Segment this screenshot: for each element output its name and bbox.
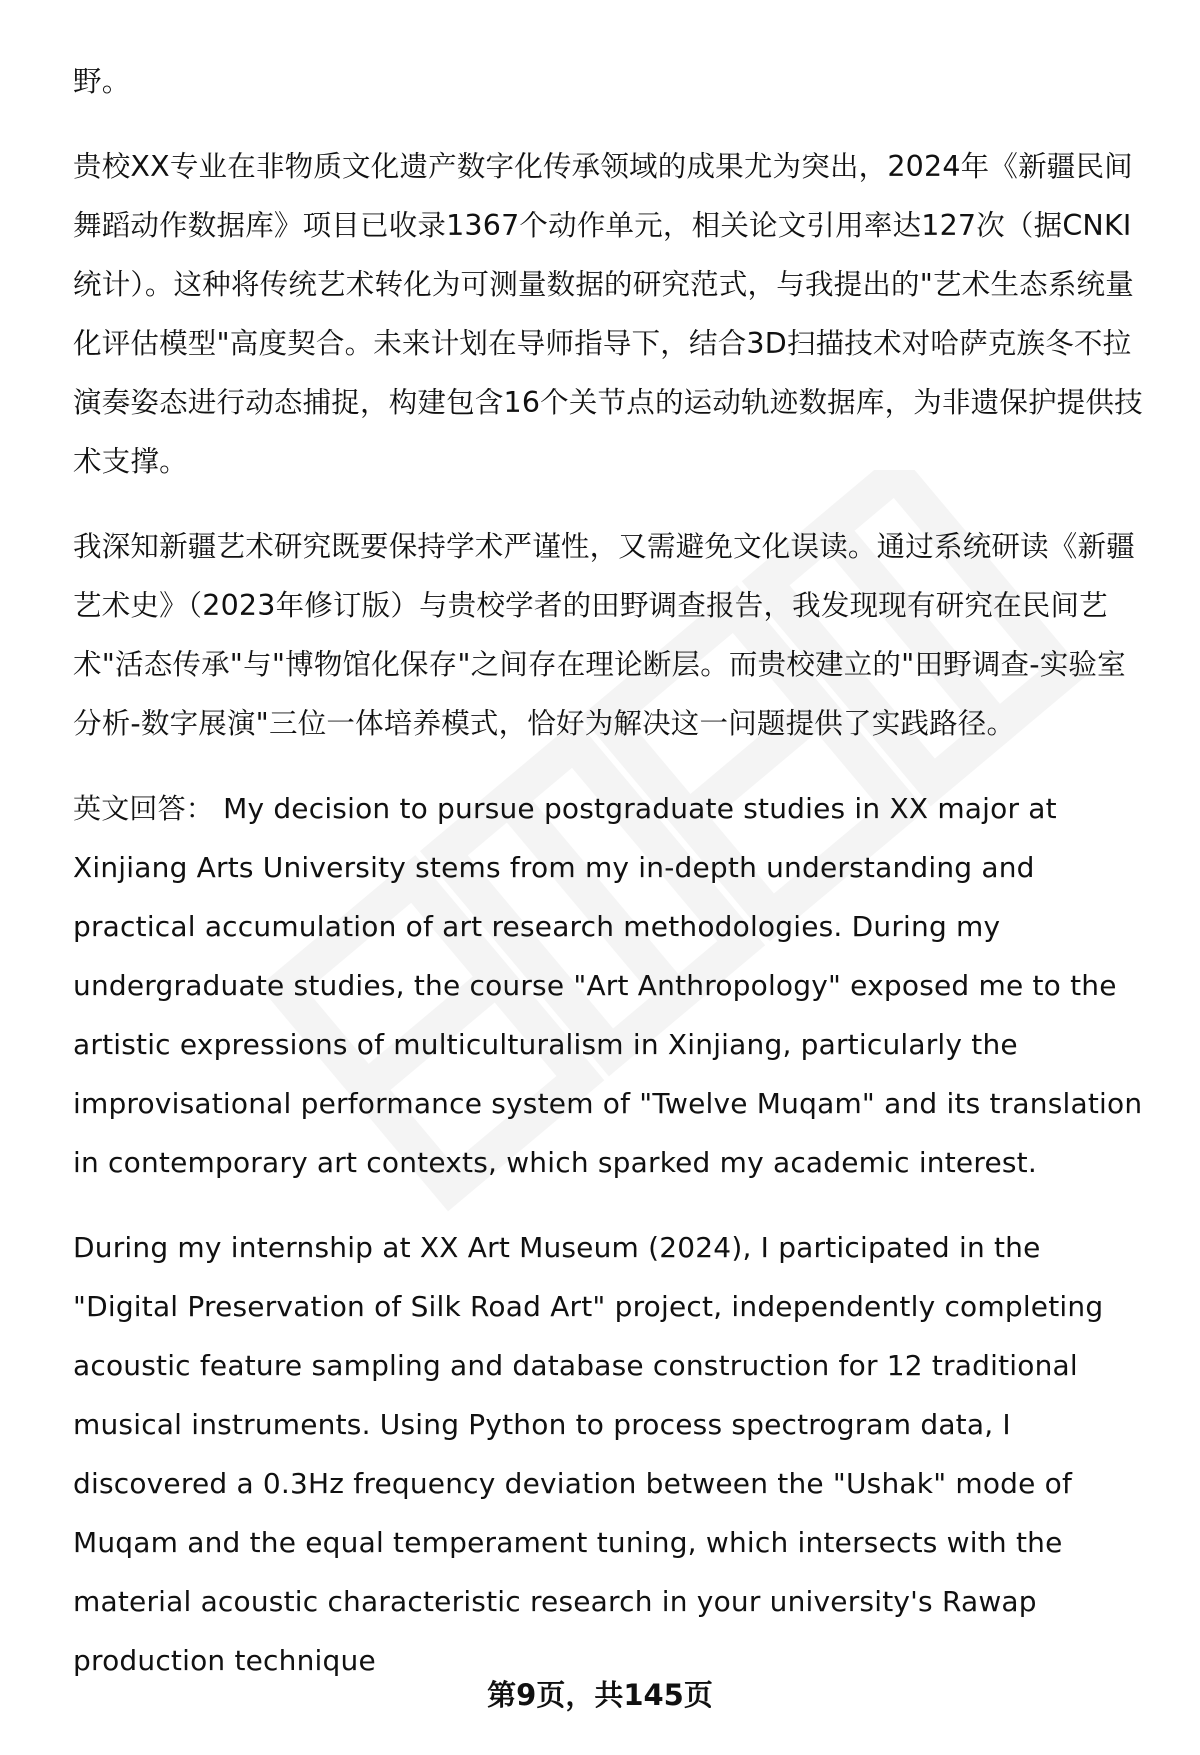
paragraph-achievements: 贵校XX专业在非物质文化遗产数字化传承领域的成果尤为突出，2024年《新疆民间舞蹈动作数据库》项目已收录1367个动作单元，相关论文引用率达127次（据CNKI统计）。这种将传统艺术转化为可测量数据的研究范式，与我提出的"艺术生态系统量化评估模型"高度契合。未来计划在导师指导下，结合3D扫描技术对哈萨克族冬不拉演奏姿态进行动态捕捉，构建包含16个关节点的运动轨迹数据库，为非遗保护提供技术支撑。 <box>73 150 1143 478</box>
paragraph-internship: During my internship at XX Art Museum (2024), I participated in the "Digital Preservation of Silk Road Art" project, independently completing acoustic feature sampling and database construction for 12 traditional musical instruments. Using Python to process spectrogram data, I discovered a 0.3Hz frequency deviation between the "Ushak" mode of Muqam and the equal temperament tuning, which intersects with the material acoustic characteristic research in your university's Rawap production technique <box>73 1231 1113 1677</box>
paragraph-english-answer: 英文回答： My decision to pursue postgraduate studies in XX major at Xinjiang Arts University stems from my in-depth understanding and practical accumulation of art research methodologies. During my undergraduate studies, the course "Art Anthropology" exposed me to the artistic expressions of multiculturalism in Xinjiang, particularly the improvisational performance system of "Twelve Muqam" and its translation in contemporary art contexts, which sparked my academic interest. <box>73 792 1152 1179</box>
paragraph-continuation: 野。 <box>73 65 131 98</box>
document-body <box>73 52 1153 1690</box>
page-number-footer: 第9页，共145页 <box>487 1678 713 1712</box>
paragraph-research-rigor: 我深知新疆艺术研究既要保持学术严谨性，又需避免文化误读。通过系统研读《新疆艺术史》（2023年修订版）与贵校学者的田野调查报告，我发现现有研究在民间艺术"活态传承"与"博物馆化保存"之间存在理论断层。而贵校建立的"田野调查-实验室分析-数字展演"三位一体培养模式，恰好为解决这一问题提供了实践路径。 <box>73 530 1135 740</box>
